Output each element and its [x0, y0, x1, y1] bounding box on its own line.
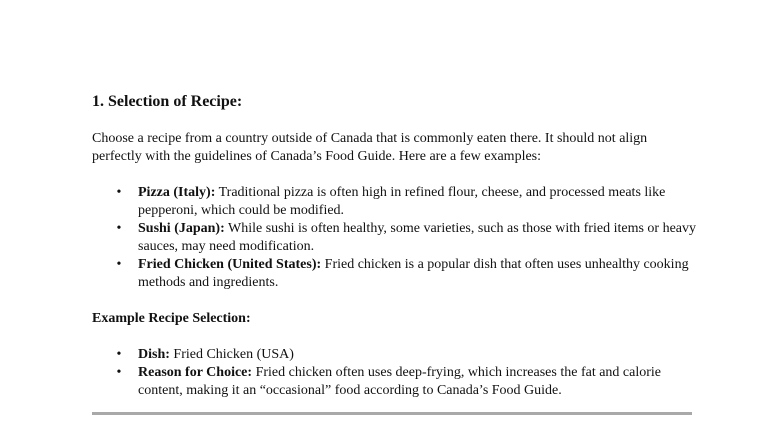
list-item — [92, 256, 692, 292]
item-description: Fried Chicken (USA) — [169, 347, 294, 362]
section-heading: 1. Selection of Recipe: — [92, 93, 243, 110]
item-description: Fried chicken is a popular dish that often uses unhealthy cooking methods and ingredients. — [138, 257, 689, 290]
intro-paragraph: Choose a recipe from a country outside of Canada that is commonly eaten there. It should not align perfectly with the guidelines of Canada’s Food Guide. Here are a few examples: — [92, 131, 648, 164]
list-item — [92, 220, 696, 256]
bullet-icon: • — [116, 185, 122, 200]
list-item — [92, 346, 692, 364]
selection-list — [92, 346, 692, 400]
list-item — [92, 364, 692, 400]
item-description: Traditional pizza is often high in refined flour, cheese, and processed meats like pepperoni, which could be modified. — [138, 185, 666, 218]
item-description: While sushi is often healthy, some varieties, such as those with fried items or heavy sauces, may need modification. — [138, 221, 696, 254]
item-label: Reason for Choice: — [138, 365, 253, 380]
item-label: Dish: — [138, 347, 170, 362]
bullet-icon: • — [116, 257, 122, 272]
item-description: Fried chicken often uses deep-frying, which increases the fat and calorie content, making it an “occasional” food according to Canada’s Food Guide. — [138, 365, 662, 398]
list-item-text — [138, 220, 698, 256]
bullet-icon: • — [116, 347, 122, 362]
item-label: Fried Chicken (United States): — [138, 257, 322, 272]
item-label: Sushi (Japan): — [138, 221, 225, 236]
list-item-text — [138, 364, 698, 400]
horizontal-divider — [92, 412, 692, 415]
list-item-text — [138, 184, 698, 220]
list-item-text — [138, 346, 698, 364]
list-item — [92, 184, 692, 220]
bullet-icon: • — [116, 221, 122, 236]
examples-list — [92, 184, 696, 292]
item-label: Pizza (Italy): — [138, 185, 216, 200]
document-body — [92, 92, 696, 400]
list-item-text — [138, 256, 698, 292]
bullet-icon: • — [116, 365, 122, 380]
example-selection-heading: Example Recipe Selection: — [92, 311, 251, 326]
